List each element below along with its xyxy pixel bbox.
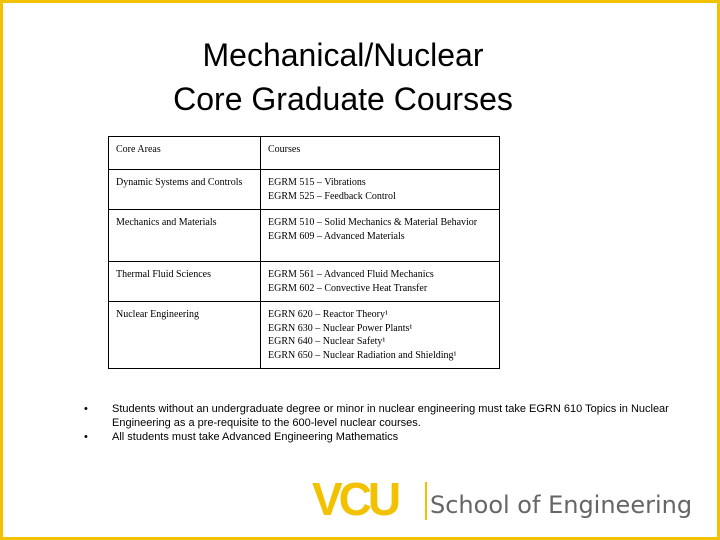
- notes-list: [84, 402, 684, 444]
- courses-cell: [261, 210, 500, 262]
- course-line: EGRM 510 – Solid Mechanics & Material Behavior: [268, 217, 478, 228]
- courses-cell: [261, 262, 500, 302]
- column-header-core-areas: Core Areas: [109, 137, 261, 170]
- course-line: EGRN 640 – Nuclear Safety¹: [268, 336, 386, 347]
- table-row: [109, 170, 500, 210]
- slide-title-line-2: Core Graduate Courses: [173, 81, 513, 117]
- logo-divider: [425, 482, 427, 520]
- note-text: All students must take Advanced Engineering Mathematics: [112, 431, 399, 443]
- vcu-logo-mark: VCU: [312, 473, 398, 525]
- bullet-icon: •: [84, 403, 88, 415]
- core-area-cell: Mechanics and Materials: [109, 210, 261, 262]
- course-line: EGRM 602 – Convective Heat Transfer: [268, 282, 428, 294]
- courses-cell: [261, 302, 500, 369]
- core-area-cell: Dynamic Systems and Controls: [109, 170, 261, 210]
- slide-title-line-1: Mechanical/Nuclear: [202, 37, 484, 73]
- table-row: [109, 210, 500, 262]
- note-text: Students without an undergraduate degree or minor in nuclear engineering must take EGRN 610 Topics in Nuclear Engineering as a pre-requisite to the 600-level nuclear courses.: [112, 403, 669, 429]
- course-line: EGRM 609 – Advanced Materials: [268, 230, 405, 242]
- note-item: [84, 402, 684, 430]
- core-area-cell: Thermal Fluid Sciences: [109, 262, 261, 302]
- core-courses-table: [108, 136, 500, 369]
- course-line: EGRM 525 – Feedback Control: [268, 190, 396, 202]
- courses-cell: [261, 170, 500, 210]
- course-line: EGRN 650 – Nuclear Radiation and Shielding¹: [268, 349, 457, 361]
- bullet-icon: •: [84, 431, 88, 443]
- course-line: EGRM 561 – Advanced Fluid Mechanics: [268, 269, 434, 280]
- table-row: [109, 302, 500, 369]
- logo-school-text: School of Engineering: [430, 491, 693, 519]
- note-item: [84, 430, 684, 444]
- course-line: EGRN 620 – Reactor Theory¹: [268, 309, 389, 320]
- table-row: [109, 262, 500, 302]
- core-area-cell: Nuclear Engineering: [109, 302, 261, 369]
- table-header-row: [109, 137, 500, 170]
- column-header-courses: Courses: [261, 137, 500, 170]
- course-line: EGRM 515 – Vibrations: [268, 177, 366, 188]
- course-line: EGRN 630 – Nuclear Power Plants¹: [268, 322, 413, 334]
